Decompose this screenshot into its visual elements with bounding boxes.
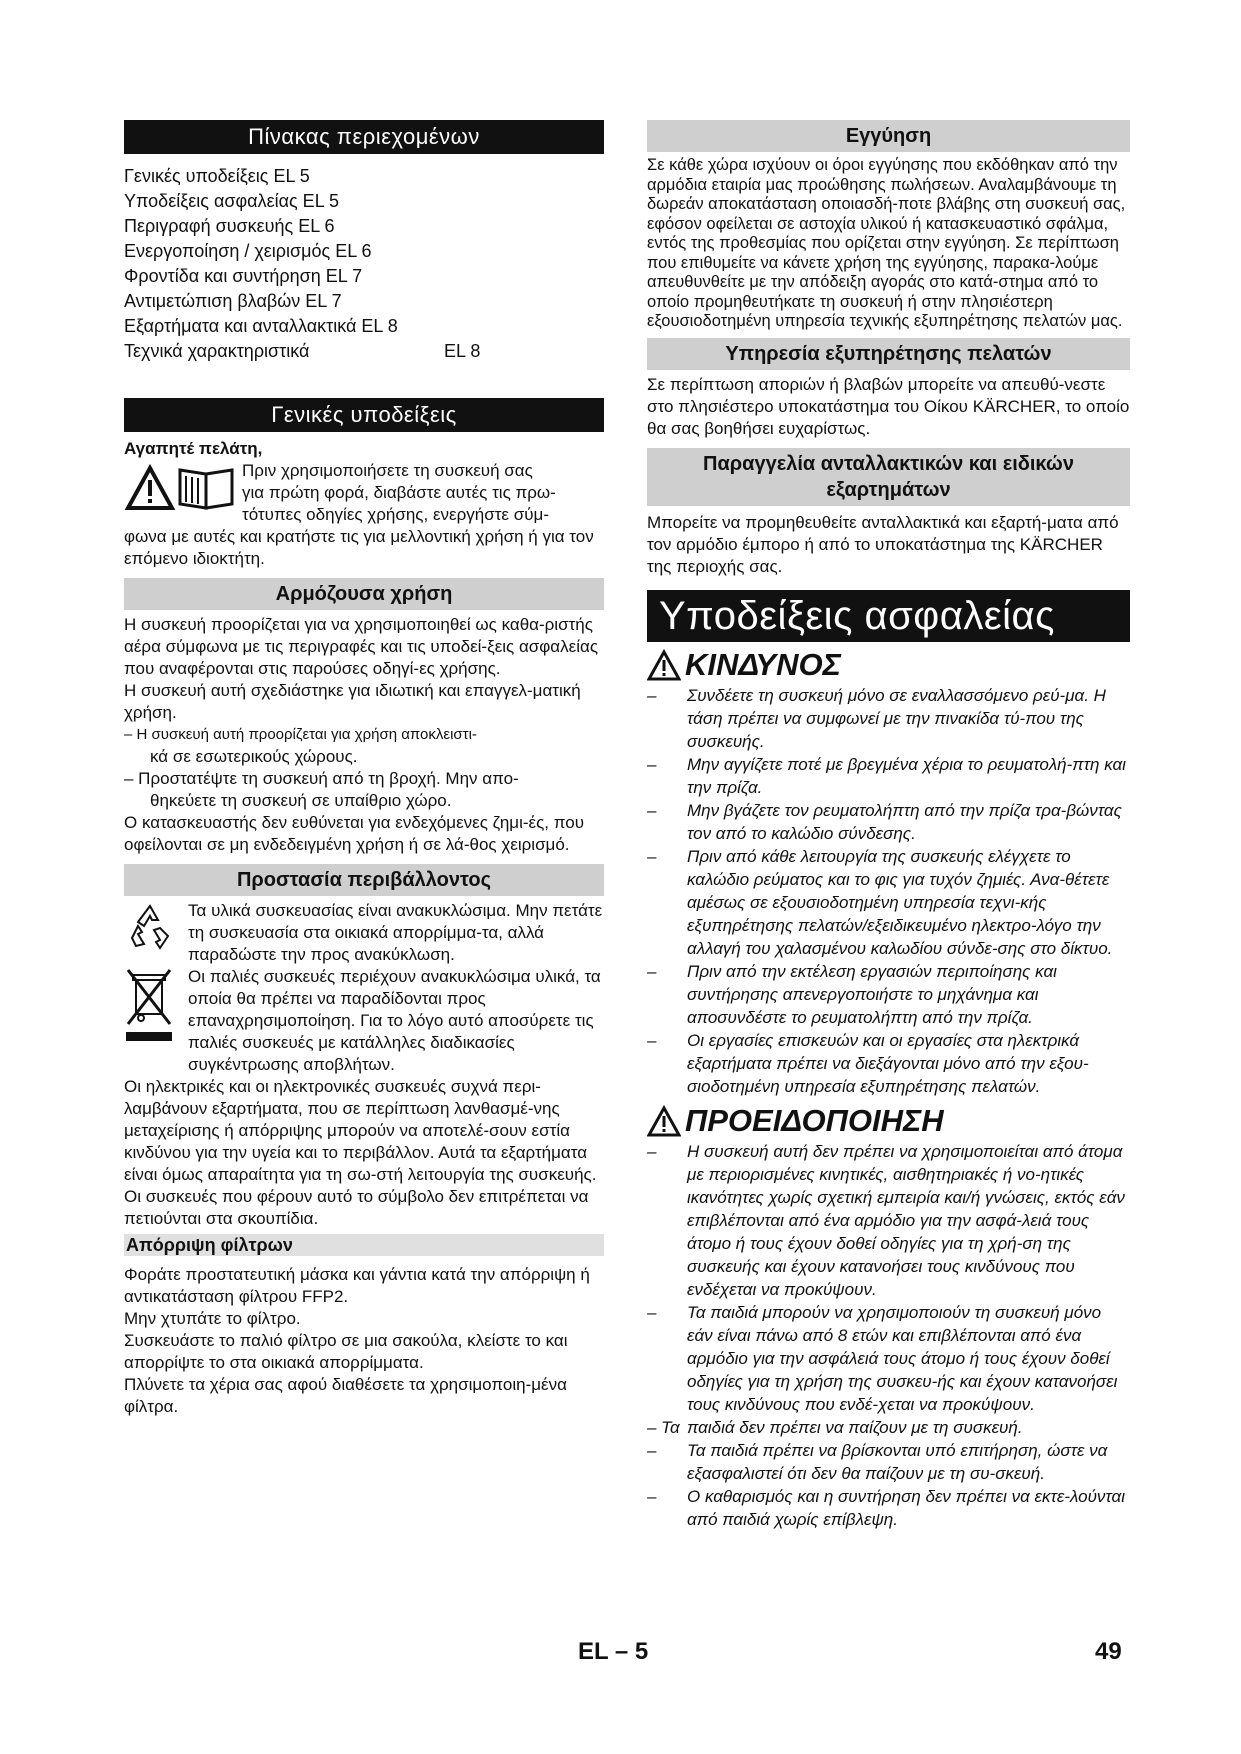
proper-use-dash1-rest: κά σε εσωτερικούς χώρους. (150, 747, 358, 766)
toc-label: Υποδείξεις ασφαλείας EL 5 (124, 191, 340, 211)
environment-title: Προστασία περιβάλλοντος (124, 864, 604, 896)
toc-row[interactable] (124, 264, 604, 289)
weee-block (124, 966, 604, 1076)
toc-list (124, 164, 604, 364)
intro-block (124, 460, 604, 526)
toc-title: Πίνακας περιεχομένων (124, 120, 604, 154)
electric-text: Οι ηλεκτρικές και οι ηλεκτρονικές συσκευές συχνά περι-λαμβάνουν εξαρτήματα, που σε περίπτωση λανθασμέ-νης μεταχείρισης ή απόρριψης μπορούν να αποτελέ-σουν εστία κινδύνου για την υγεία και το περιβάλλον. Αυτά τα εξαρτήματα είναι όμως απαραίτητα για τη σω-στή λειτουργία της συσκευής. Οι συσκευές που φέρουν αυτό το σύμβολο δεν επιτρέπεται να πετιούνται στα σκουπίδια. (124, 1077, 597, 1228)
toc-row[interactable] (124, 314, 604, 339)
warning-heading (647, 1102, 1130, 1140)
recycle-text: Τα υλικά συσκευασίας είναι ανακυκλώσιμα. Μην πετάτε τη συσκευασία στα οικιακά απορρίμμα-τα, αλλά παραδώστε την προς ανακύκλωση. (188, 901, 603, 964)
toc-row[interactable] (124, 214, 604, 239)
footer-section (578, 1638, 648, 1666)
toc-row[interactable] (124, 339, 604, 364)
filter-disposal-title: Απόρριψη φίλτρων (124, 1234, 604, 1256)
danger-label: ΚΙΝΔΥΝΟΣ (685, 646, 841, 682)
crossed-bin-icon (124, 966, 188, 1076)
toc-label: Ενεργοποίηση / χειρισμός EL 6 (124, 241, 372, 261)
ordering-text: Μπορείτε να προμηθευθείτε ανταλλακτικά και εξαρτή-ματα από τον αρμόδιο έμπορο ή από το υποκατάστημα της KÄRCHER της περιοχής σας. (647, 512, 1119, 576)
footer-section-code: EL (578, 1638, 609, 1665)
proper-use-p3: Ο κατασκευαστής δεν ευθύνεται για ενδεχόμενες ζημι-ές, που οφείλονται σε μη ενδεδειγμένη χρήση ή σε λά-θος χειρισμό. (124, 813, 584, 854)
toc-label: Γενικές υποδείξεις EL 5 (124, 166, 310, 186)
intro-line: Πριν χρησιμοποιήσετε τη συσκευή σας (242, 461, 533, 480)
warning-book-icons (124, 460, 242, 526)
toc-row[interactable] (124, 289, 604, 314)
danger-item: – Οι εργασίες επισκευών και οι εργασίες στα ηλεκτρικά εξαρτήματα πρέπει να διεξάγονται μόνο από την εξου-σιοδοτημένη υπηρεσία εξυπηρέτησης πελατών. (647, 1030, 1089, 1096)
toc-row[interactable] (124, 189, 604, 214)
recycle-block (124, 900, 604, 966)
toc-page (444, 314, 604, 339)
warning-item: – Τα παιδιά δεν πρέπει να παίζουν με τη συσκευή. (647, 1417, 1023, 1437)
filter-p1: Φοράτε προστατευτική μάσκα και γάντια κατά την απόρριψη ή αντικατάσταση φίλτρου FFP2. (124, 1265, 590, 1306)
right-column (647, 120, 1130, 1531)
safety-title: Υποδείξεις ασφαλείας (647, 590, 1130, 642)
toc-label: Αντιμετώπιση βλαβών EL 7 (124, 291, 342, 311)
filter-p2: Μην χτυπάτε το φίλτρο. (124, 1309, 301, 1328)
proper-use-title: Αρμόζουσα χρήση (124, 578, 604, 610)
ordering-title-line1: Παραγγελία ανταλλακτικών και ειδικών (703, 452, 1074, 475)
toc-label: Εξαρτήματα και ανταλλακτικά EL 8 (124, 316, 398, 336)
warranty-title: Εγγύηση (647, 120, 1130, 152)
toc-label: Τεχνικά χαρακτηριστικά (124, 341, 310, 361)
warranty-text: Σε κάθε χώρα ισχύουν οι όροι εγγύησης που εκδόθηκαν από την αρμόδια εταιρία μας προώθησης πωλήσεων. Αναλαμβάνουμε τη δωρεάν αποκατάσταση οποιασδή-ποτε βλάβης στη συσκευή σας, εφόσον οφείλεται σε αστοχία υλικού ή κατασκευαστικό σφάλμα, εντός της προθεσμίας που ορίζεται στην εγγύηση. Σε περίπτωση που επιθυμείτε να κάνετε χρήση της εγγύησης, παρακα-λούμε απευθυνθείτε με την απόδειξη αγοράς στο κατά-στημα από το οποίο προμηθευτήκατε τη συσκευή ή στην πλησιέστερη εξουσιοδοτημένη υπηρεσία τεχνικής εξυπηρέτησης πελατών μας. (647, 156, 1126, 330)
toc-page (444, 164, 604, 189)
danger-list (647, 684, 1130, 1098)
proper-use-dash2-rest: θηκεύετε τη συσκευή σε υπαίθριο χώρο. (150, 791, 452, 810)
toc-row[interactable] (124, 239, 604, 264)
proper-use-p1: Η συσκευή προορίζεται για να χρησιμοποιηθεί ως καθα-ριστής αέρα σύμφωνα με τις περιγραφές και τις υποδεί-ξεις ασφαλείας που αναφέρονται στις παρούσες οδηγί-ες χρήσης. (124, 615, 599, 678)
proper-use-dash1: – Η συσκευή αυτή προορίζεται για χρήση αποκλειστι- (124, 726, 477, 743)
toc-page (444, 189, 604, 214)
warning-item: – Τα παιδιά μπορούν να χρησιμοποιούν τη συσκευή μόνο εάν είναι πάνω από 8 ετών και επιβλέπονται από ένα αρμόδιο για την ασφάλειά τους άτομο ή τους έχουν δοθεί οδηγίες για τη χρήση της συσκευ-ής και έχουν κατανοήσει τους κινδύνους που ενδέ-χεται να προκύψουν. (647, 1302, 1118, 1414)
danger-item: – Συνδέετε τη συσκευή μόνο σε εναλλασσόμενο ρεύ-μα. Η τάση πρέπει να συμφωνεί με την πινακίδα τύ-που της συσκευής. (647, 685, 1106, 751)
proper-use-dash2: – Προστατέψτε τη συσκευή από τη βροχή. Μην απο- (124, 769, 519, 788)
service-title: Υπηρεσία εξυπηρέτησης πελατών (647, 338, 1130, 370)
toc-label: Φροντίδα και συντήρηση EL 7 (124, 266, 363, 286)
warning-item: – Η συσκευή αυτή δεν πρέπει να χρησιμοποιείται από άτομα με περιορισμένες κινητικές, αισθητηριακές ή νο-ητικές ικανότητες χωρίς σχετική εμπειρία και/ή γνώσεις, εκτός εάν επιβλέπονται από ένα αρμόδιο για την ασφά-λειά τους άτομο ή τους έχουν δοθεί οδηγίες για τη χρή-ση της συσκευής και έχουν κατανοήσει τους κινδύνους που ενδέχεται να προκύψουν. (647, 1141, 1125, 1299)
recycle-icon (124, 900, 188, 966)
intro-line: για πρώτη φορά, διαβάστε αυτές τις πρω- (242, 483, 556, 502)
filter-p3: Συσκευάστε το παλιό φίλτρο σε μια σακούλα, κλείστε το και απορρίψτε το στα οικιακά απορρίμματα. (124, 1331, 568, 1372)
toc-page (444, 264, 604, 289)
service-text: Σε περίπτωση αποριών ή βλαβών μπορείτε να απευθύ-νεστε στο πλησιέστερο υποκατάστημα του Οίκου KÄRCHER, το οποίο θα σας βοηθήσει ευχαρίστως. (647, 374, 1130, 438)
greeting: Αγαπητέ πελάτη, (124, 439, 263, 458)
left-column (124, 120, 604, 1418)
ordering-title-line2: εξαρτημάτων (826, 478, 951, 501)
warning-item: – Τα παιδιά πρέπει να βρίσκονται υπό επιτήρηση, ώστε να εξασφαλιστεί ότι δεν θα παίζουν με τη συ-σκευή. (647, 1440, 1108, 1483)
intro-rest: φωνα με αυτές και κρατήστε τις για μελλοντική χρήση ή για τον επόμενο ιδιοκτήτη. (124, 527, 594, 568)
footer-section-page: – 5 (614, 1638, 649, 1665)
intro-line: τότυπες οδηγίες χρήσης, ενεργήστε σύμ- (242, 505, 549, 524)
filter-p4: Πλύνετε τα χέρια σας αφού διαθέσετε τα χρησιμοποιη-μένα φίλτρα. (124, 1375, 567, 1416)
weee-text: Οι παλιές συσκευές περιέχουν ανακυκλώσιμα υλικά, τα οποία θα πρέπει να παραδίδονται προς επαναχρησιμοποίηση. Για το λόγο αυτό αποσύρετε τις παλιές συσκευές με κατάλληλες διαδικασίες συγκέντρωσης αποβλήτων. (188, 967, 601, 1074)
toc-page: EL 8 (444, 341, 481, 361)
ordering-title (647, 448, 1130, 506)
warning-label: ΠΡΟΕΙΔΟΠΟΙΗΣΗ (685, 1102, 944, 1138)
danger-heading (647, 646, 1130, 684)
toc-label: Περιγραφή συσκευής EL 6 (124, 216, 335, 236)
danger-item: – Μην βγάζετε τον ρευματολήπτη από την πρίζα τρα-βώντας τον από το καλώδιο σύνδεσης. (647, 800, 1122, 843)
danger-triangle-icon (647, 649, 681, 681)
danger-item: – Μην αγγίζετε ποτέ με βρεγμένα χέρια το ρευματολή-πτη και την πρίζα. (647, 754, 1126, 797)
general-title: Γενικές υποδείξεις (124, 398, 604, 432)
toc-row[interactable] (124, 164, 604, 189)
warning-list (647, 1140, 1130, 1531)
toc-page (444, 214, 604, 239)
warning-triangle-icon (124, 460, 236, 512)
footer-page-number: 49 (1095, 1638, 1122, 1665)
manual-book-icon (180, 470, 232, 508)
warning-triangle-icon (647, 1105, 681, 1137)
toc-page (444, 239, 604, 264)
warning-item: – Ο καθαρισμός και η συντήρηση δεν πρέπει να εκτε-λούνται από παιδιά χωρίς επίβλεψη. (647, 1486, 1125, 1529)
toc-page (444, 289, 604, 314)
danger-item: – Πριν από κάθε λειτουργία της συσκευής ελέγχετε το καλώδιο ρεύματος και το φις για τυχόν ζημιές. Ανα-θέτετε αμέσως σε εξουσιοδοτημένη υπηρεσία τεχνι-κής εξυπηρέτησης πελατών/εξειδικευμένο ηλεκτρο-λόγο την αλλαγή του χαλασμένου καλωδίου σύνδε-σης στο δίκτυο. (647, 846, 1113, 958)
danger-item: – Πριν από την εκτέλεση εργασιών περιποίησης και συντήρησης απενεργοποιήστε το μηχάνημα και αποσυνδέστε το ρευματολήπτη από την πρίζα. (647, 961, 1057, 1027)
proper-use-p2: Η συσκευή αυτή σχεδιάστηκε για ιδιωτική και επαγγελ-ματική χρήση. (124, 681, 581, 722)
